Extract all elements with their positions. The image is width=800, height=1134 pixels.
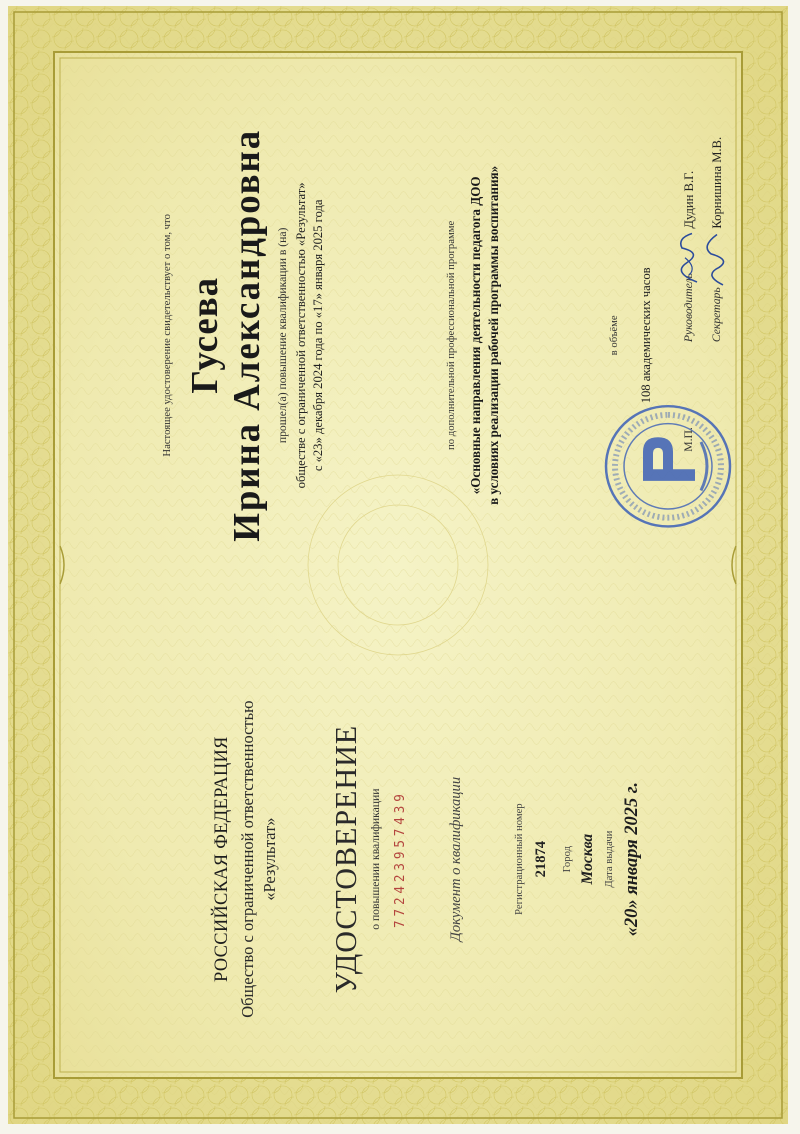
country-heading: РОССИЙСКАЯ ФЕДЕРАЦИЯ [211, 736, 232, 982]
passed-text: прошел(а) повышение квалификации в (на) [275, 227, 289, 444]
program-title-line-1: «Основные направления деятельности педагога ДОО [468, 176, 483, 495]
volume-label: в объёме [608, 315, 620, 356]
secretary-name: Корнишина М.В. [709, 136, 724, 229]
document-subtitle: о повышении квалификации [368, 788, 382, 930]
training-period: с «23» декабря 2024 года по «17» января 2025 года [310, 199, 325, 472]
city-value: Москва [579, 833, 596, 885]
volume-value: 108 академических часов [638, 267, 653, 404]
document-type: Документ о квалификации [448, 776, 464, 942]
secretary-title: Секретарь [709, 287, 723, 343]
certificate-content [63, 73, 753, 1072]
registration-number-value: 21874 [533, 840, 549, 878]
program-intro: по дополнительной профессиональной программе [445, 220, 457, 450]
seal-mark: М.П. [681, 427, 695, 452]
program-title-line-2: в условиях реализации рабочей программы воспитания» [486, 165, 501, 505]
holder-surname: Гусева [184, 277, 226, 394]
organization-seal [603, 403, 733, 529]
organization-line-1: Общество с ограниченной ответственностью [238, 700, 257, 1018]
secretary-signature [695, 231, 735, 289]
issue-date-value: «20» января 2025 г. [621, 782, 642, 937]
issue-date-label: Дата выдачи [603, 830, 615, 888]
head-title: Руководитель [681, 273, 695, 343]
head-name: Дудин В.Г. [681, 170, 696, 229]
document-number: 772423957439 [393, 790, 408, 928]
certificate-sheet [8, 6, 788, 1124]
holder-intro: Настоящее удостоверение свидетельствует о том, что [161, 214, 173, 457]
registration-number-label: Регистрационный номер [513, 803, 525, 915]
holder-given-names: Ирина Александровна [226, 128, 268, 542]
organization-line-2: «Результат» [260, 817, 279, 901]
city-label: Город [561, 845, 573, 873]
document-title: УДОСТОВЕРЕНИЕ [328, 724, 363, 994]
training-organization: обществе с ограниченной ответственностью «Результат» [293, 182, 308, 489]
